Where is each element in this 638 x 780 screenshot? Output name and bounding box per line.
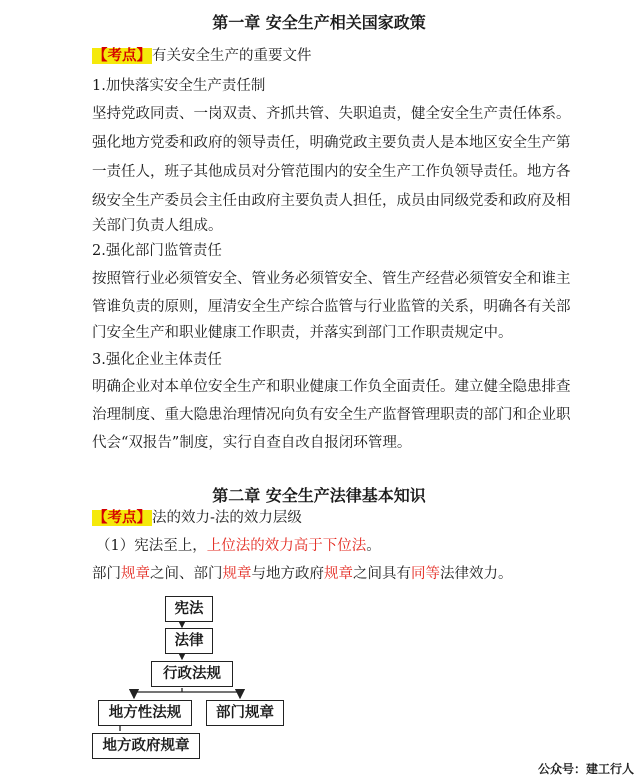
item1-title: 1.加快落实安全生产责任制	[92, 78, 266, 94]
hierarchy-dept-rule: 部门规章	[206, 700, 284, 726]
footer-watermark: 公众号：建工行人	[537, 762, 634, 776]
item3-title: 3.强化企业主体责任	[92, 352, 222, 368]
item3-line: 治理制度、重大隐患治理情况向负有安全生产监督管理职责的部门和企业职	[92, 407, 571, 423]
item3-line: 代会“双报告”制度，实行自查自改自报闭环管理。	[92, 435, 412, 451]
hierarchy-constitution: 宪法	[165, 596, 213, 622]
point2-highlight: 规章	[121, 566, 150, 582]
hierarchy-admin-regulation: 行政法规	[151, 661, 233, 687]
item3-line: 明确企业对本单位安全生产和职业健康工作负全面责任。建立健全隐患排查	[92, 379, 571, 395]
point2-text: 部门	[92, 566, 121, 582]
item2-line: 门安全生产和职业健康工作职责，并落实到部门工作职责规定中。	[92, 325, 513, 341]
point2-highlight: 同等	[411, 566, 440, 582]
item1-line: 级安全生产委员会主任由政府主要负责人担任，成员由同级党委和政府及相	[92, 193, 571, 209]
point1-prefix: （1）宪法至上，	[96, 538, 207, 554]
chapter1-title: 第一章 安全生产相关国家政策	[212, 13, 426, 32]
point2-text: 之间、部门	[150, 566, 223, 582]
point2-text: 法律效力。	[440, 566, 513, 582]
item2-title: 2.强化部门监管责任	[92, 243, 222, 259]
hierarchy-law: 法律	[165, 628, 213, 654]
kaodian-text: 有关安全生产的重要文件	[152, 48, 312, 64]
kaodian-tag: 【考点】	[93, 510, 151, 526]
chapter2-title: 第二章 安全生产法律基本知识	[212, 486, 426, 505]
kaodian-text: 法的效力-法的效力层级	[152, 510, 302, 526]
hierarchy-local-gov-rule: 地方政府规章	[92, 733, 200, 759]
item2-line: 管谁负责的原则，厘清安全生产综合监管与行业监管的关系，明确各有关部	[92, 299, 571, 315]
point2-text: 与地方政府	[251, 566, 324, 582]
item1-line: 关部门负责人组成。	[92, 218, 223, 234]
item1-line: 一责任人，班子其他成员对分管范围内的安全生产工作负领导责任。地方各	[92, 164, 571, 180]
item1-line: 坚持党政同责、一岗双责、齐抓共管、失职追责，健全安全生产责任体系。	[92, 106, 571, 122]
item2-line: 按照管行业必须管安全、管业务必须管安全、管生产经营必须管安全和谁主	[92, 271, 571, 287]
item1-line: 强化地方党委和政府的领导责任，明确党政主要负责人是本地区安全生产第	[92, 135, 571, 151]
hierarchy-local-regulation: 地方性法规	[98, 700, 192, 726]
kaodian-tag: 【考点】	[93, 48, 151, 64]
point1-suffix: 。	[366, 538, 381, 554]
point1-highlight: 上位法的效力高于下位法	[206, 538, 367, 554]
point2-text: 之间具有	[353, 566, 411, 582]
point2-highlight: 规章	[222, 566, 252, 582]
point2-highlight: 规章	[324, 566, 353, 582]
